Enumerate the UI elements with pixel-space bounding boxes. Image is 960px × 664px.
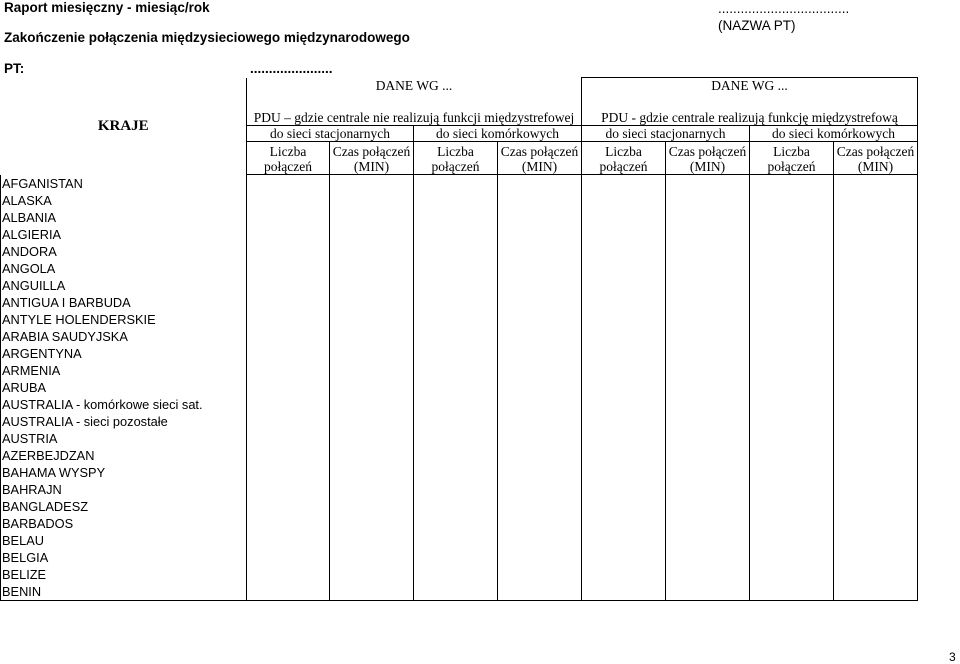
data-cell[interactable] (498, 260, 582, 277)
country-name: ARMENIA (1, 362, 247, 379)
data-cell[interactable] (750, 277, 834, 294)
data-cell[interactable] (247, 532, 330, 549)
data-cell[interactable] (582, 396, 666, 413)
data-cell[interactable] (582, 498, 666, 515)
data-cell[interactable] (414, 447, 498, 464)
data-cell[interactable] (834, 260, 918, 277)
table-row (1, 464, 918, 481)
data-cell[interactable] (330, 379, 414, 396)
data-cell[interactable] (414, 515, 498, 532)
data-cell[interactable] (414, 498, 498, 515)
data-cell[interactable] (498, 430, 582, 447)
data-cell[interactable] (330, 209, 414, 226)
data-cell[interactable] (414, 362, 498, 379)
data-cell[interactable] (834, 549, 918, 566)
report-table (0, 77, 918, 601)
data-cell[interactable] (666, 209, 750, 226)
data-cell[interactable] (498, 515, 582, 532)
data-cell[interactable] (330, 277, 414, 294)
table-row (1, 430, 918, 447)
data-cell[interactable] (666, 226, 750, 243)
pt-name-label: (NAZWA PT) (718, 18, 796, 33)
data-cell[interactable] (498, 498, 582, 515)
data-cell[interactable] (582, 447, 666, 464)
group1-title: DANE WG ... (247, 78, 582, 94)
data-cell[interactable] (750, 532, 834, 549)
data-cell[interactable] (834, 430, 918, 447)
data-cell[interactable] (414, 566, 498, 583)
data-cell[interactable] (750, 362, 834, 379)
data-cell[interactable] (582, 209, 666, 226)
data-cell[interactable] (750, 396, 834, 413)
data-cell[interactable] (834, 379, 918, 396)
table-row (1, 175, 918, 193)
data-cell[interactable] (834, 175, 918, 193)
data-cell[interactable] (750, 175, 834, 193)
data-cell[interactable] (414, 396, 498, 413)
data-cell[interactable] (498, 294, 582, 311)
table-row (1, 379, 918, 396)
country-name: AUSTRALIA - komórkowe sieci sat. (1, 396, 247, 413)
data-cell[interactable] (247, 379, 330, 396)
data-cell[interactable] (834, 277, 918, 294)
country-name: ARGENTYNA (1, 345, 247, 362)
data-cell[interactable] (330, 583, 414, 601)
data-cell[interactable] (666, 277, 750, 294)
country-name: BANGLADESZ (1, 498, 247, 515)
data-cell[interactable] (666, 549, 750, 566)
report-subtitle: Zakończenie połączenia międzysieciowego międzynarodowego (4, 30, 410, 45)
country-name: ARABIA SAUDYJSKA (1, 328, 247, 345)
data-cell[interactable] (666, 345, 750, 362)
table-row (1, 498, 918, 515)
data-cell[interactable] (750, 481, 834, 498)
data-cell[interactable] (666, 260, 750, 277)
data-cell[interactable] (834, 328, 918, 345)
data-cell[interactable] (247, 481, 330, 498)
net-mobile-1: do sieci komórkowych (414, 126, 582, 142)
data-cell[interactable] (330, 294, 414, 311)
data-cell[interactable] (582, 413, 666, 430)
data-cell[interactable] (666, 413, 750, 430)
data-cell[interactable] (582, 294, 666, 311)
data-cell[interactable] (750, 328, 834, 345)
data-cell[interactable] (498, 277, 582, 294)
page-number: 3 (949, 650, 956, 664)
data-cell[interactable] (666, 396, 750, 413)
table-row (1, 515, 918, 532)
net-mobile-2: do sieci komórkowych (750, 126, 918, 142)
data-cell[interactable] (750, 583, 834, 601)
data-cell[interactable] (414, 413, 498, 430)
country-name: AUSTRALIA - sieci pozostałe (1, 413, 247, 430)
data-cell[interactable] (666, 379, 750, 396)
pt-name-block (718, 0, 849, 34)
data-cell[interactable] (582, 549, 666, 566)
data-cell[interactable] (498, 464, 582, 481)
data-cell[interactable] (750, 243, 834, 260)
data-cell[interactable] (414, 277, 498, 294)
data-cell[interactable] (834, 192, 918, 209)
data-cell[interactable] (666, 175, 750, 193)
data-cell[interactable] (414, 294, 498, 311)
data-cell[interactable] (834, 498, 918, 515)
country-name: AFGANISTAN (1, 175, 247, 193)
data-cell[interactable] (582, 583, 666, 601)
data-cell[interactable] (834, 311, 918, 328)
data-cell[interactable] (834, 532, 918, 549)
data-cell[interactable] (498, 379, 582, 396)
data-cell[interactable] (498, 447, 582, 464)
country-name: ALGIERIA (1, 226, 247, 243)
data-cell[interactable] (330, 260, 414, 277)
table-row (1, 566, 918, 583)
data-cell[interactable] (582, 430, 666, 447)
data-cell[interactable] (414, 243, 498, 260)
data-cell[interactable] (582, 566, 666, 583)
table-row (1, 328, 918, 345)
table-row (1, 345, 918, 362)
data-cell[interactable] (582, 464, 666, 481)
data-cell[interactable] (414, 549, 498, 566)
report-title: Raport miesięczny - miesiąc/rok (4, 0, 210, 15)
table-row (1, 362, 918, 379)
country-name: BELAU (1, 532, 247, 549)
country-name: ALBANIA (1, 209, 247, 226)
report-header (4, 0, 410, 60)
country-name: ARUBA (1, 379, 247, 396)
data-cell[interactable] (247, 515, 330, 532)
table-row (1, 260, 918, 277)
data-cell[interactable] (330, 515, 414, 532)
col-header-count: Liczba połączeń (414, 142, 498, 175)
data-cell[interactable] (834, 226, 918, 243)
data-cell[interactable] (666, 583, 750, 601)
data-cell[interactable] (834, 515, 918, 532)
data-cell[interactable] (834, 209, 918, 226)
data-cell[interactable] (834, 362, 918, 379)
table-row (1, 549, 918, 566)
data-cell[interactable] (666, 447, 750, 464)
data-cell[interactable] (750, 515, 834, 532)
data-cell[interactable] (330, 532, 414, 549)
data-cell[interactable] (582, 243, 666, 260)
data-cell[interactable] (414, 379, 498, 396)
data-cell[interactable] (582, 260, 666, 277)
col-header-time: Czas połączeń (MIN) (666, 142, 750, 175)
data-cell[interactable] (834, 566, 918, 583)
table-row (1, 481, 918, 498)
data-cell[interactable] (834, 396, 918, 413)
data-cell[interactable] (247, 209, 330, 226)
data-cell[interactable] (582, 311, 666, 328)
data-cell[interactable] (247, 362, 330, 379)
data-cell[interactable] (247, 413, 330, 430)
data-cell[interactable] (582, 362, 666, 379)
table-row (1, 532, 918, 549)
group1-subtitle: PDU – gdzie centrale nie realizują funkcji międzystrefowej (247, 93, 582, 126)
table-row (1, 226, 918, 243)
data-cell[interactable] (247, 566, 330, 583)
country-name: BELIZE (1, 566, 247, 583)
data-cell[interactable] (582, 532, 666, 549)
data-cell[interactable] (666, 464, 750, 481)
data-cell[interactable] (498, 583, 582, 601)
data-cell[interactable] (498, 566, 582, 583)
table-row (1, 192, 918, 209)
data-cell[interactable] (666, 294, 750, 311)
data-cell[interactable] (498, 345, 582, 362)
country-name: ANGOLA (1, 260, 247, 277)
col-header-count: Liczba połączeń (750, 142, 834, 175)
data-cell[interactable] (247, 328, 330, 345)
data-cell[interactable] (498, 532, 582, 549)
data-cell[interactable] (330, 328, 414, 345)
data-cell[interactable] (666, 566, 750, 583)
data-cell[interactable] (498, 243, 582, 260)
data-cell[interactable] (414, 430, 498, 447)
data-cell[interactable] (834, 294, 918, 311)
data-cell[interactable] (750, 379, 834, 396)
data-cell[interactable] (330, 226, 414, 243)
data-cell[interactable] (750, 294, 834, 311)
data-cell[interactable] (330, 362, 414, 379)
table-row (1, 243, 918, 260)
country-name: ANTIGUA I BARBUDA (1, 294, 247, 311)
net-fixed-2: do sieci stacjonarnych (582, 126, 750, 142)
data-cell[interactable] (414, 464, 498, 481)
data-cell[interactable] (582, 226, 666, 243)
data-cell[interactable] (414, 532, 498, 549)
data-cell[interactable] (414, 583, 498, 601)
group2-subtitle: PDU - gdzie centrale realizują funkcję międzystrefową (582, 93, 918, 126)
data-cell[interactable] (247, 396, 330, 413)
data-cell[interactable] (750, 209, 834, 226)
data-cell[interactable] (750, 464, 834, 481)
country-name: BELGIA (1, 549, 247, 566)
pt-label: PT: (4, 61, 25, 76)
data-cell[interactable] (834, 413, 918, 430)
table-row (1, 311, 918, 328)
data-cell[interactable] (582, 345, 666, 362)
data-cell[interactable] (666, 481, 750, 498)
data-cell[interactable] (582, 328, 666, 345)
col-header-count: Liczba połączeń (582, 142, 666, 175)
pt-name-dots: ................................... (718, 1, 850, 16)
data-cell[interactable] (498, 209, 582, 226)
data-cell[interactable] (834, 447, 918, 464)
net-fixed-1: do sieci stacjonarnych (247, 126, 414, 142)
data-cell[interactable] (666, 362, 750, 379)
data-cell[interactable] (247, 226, 330, 243)
data-cell[interactable] (582, 277, 666, 294)
data-cell[interactable] (750, 430, 834, 447)
data-cell[interactable] (414, 192, 498, 209)
col-header-time: Czas połączeń (MIN) (834, 142, 918, 175)
data-cell[interactable] (330, 413, 414, 430)
country-name: ANTYLE HOLENDERSKIE (1, 311, 247, 328)
data-cell[interactable] (750, 260, 834, 277)
country-name: BAHRAJN (1, 481, 247, 498)
data-cell[interactable] (498, 328, 582, 345)
data-cell[interactable] (834, 583, 918, 601)
data-cell[interactable] (414, 345, 498, 362)
data-cell[interactable] (834, 481, 918, 498)
data-cell[interactable] (247, 311, 330, 328)
data-cell[interactable] (414, 311, 498, 328)
data-cell[interactable] (330, 396, 414, 413)
data-cell[interactable] (666, 243, 750, 260)
group2-title: DANE WG ... (582, 78, 918, 94)
data-cell[interactable] (247, 192, 330, 209)
data-cell[interactable] (330, 345, 414, 362)
data-cell[interactable] (247, 430, 330, 447)
data-cell[interactable] (750, 498, 834, 515)
data-cell[interactable] (414, 481, 498, 498)
data-cell[interactable] (247, 498, 330, 515)
data-cell[interactable] (750, 345, 834, 362)
data-cell[interactable] (414, 260, 498, 277)
data-cell[interactable] (750, 311, 834, 328)
table-row (1, 413, 918, 430)
data-cell[interactable] (498, 311, 582, 328)
data-cell[interactable] (414, 226, 498, 243)
data-cell[interactable] (582, 379, 666, 396)
data-cell[interactable] (247, 277, 330, 294)
data-cell[interactable] (750, 549, 834, 566)
data-cell[interactable] (330, 175, 414, 193)
data-cell[interactable] (498, 481, 582, 498)
data-cell[interactable] (330, 243, 414, 260)
data-cell[interactable] (247, 260, 330, 277)
data-cell[interactable] (414, 175, 498, 193)
data-cell[interactable] (498, 549, 582, 566)
data-cell[interactable] (666, 328, 750, 345)
data-cell[interactable] (330, 566, 414, 583)
data-cell[interactable] (330, 464, 414, 481)
data-cell[interactable] (834, 464, 918, 481)
data-cell[interactable] (330, 549, 414, 566)
data-cell[interactable] (750, 413, 834, 430)
data-cell[interactable] (247, 447, 330, 464)
country-name: ANDORA (1, 243, 247, 260)
table-row (1, 209, 918, 226)
data-cell[interactable] (750, 192, 834, 209)
data-cell[interactable] (834, 345, 918, 362)
data-cell[interactable] (582, 481, 666, 498)
data-cell[interactable] (498, 362, 582, 379)
table-row (1, 447, 918, 464)
data-cell[interactable] (247, 345, 330, 362)
country-name: BENIN (1, 583, 247, 601)
data-cell[interactable] (330, 311, 414, 328)
table-row (1, 277, 918, 294)
data-cell[interactable] (750, 226, 834, 243)
country-name: AZERBEJDZAN (1, 447, 247, 464)
data-cell[interactable] (498, 192, 582, 209)
data-cell[interactable] (247, 583, 330, 601)
data-cell[interactable] (666, 532, 750, 549)
col-header-count: Liczba połączeń (247, 142, 330, 175)
data-cell[interactable] (666, 515, 750, 532)
country-name: ANGUILLA (1, 277, 247, 294)
data-cell[interactable] (330, 430, 414, 447)
data-cell[interactable] (330, 481, 414, 498)
data-cell[interactable] (330, 498, 414, 515)
country-name: AUSTRIA (1, 430, 247, 447)
col-header-time: Czas połączeń (MIN) (330, 142, 414, 175)
country-name: BARBADOS (1, 515, 247, 532)
data-cell[interactable] (247, 549, 330, 566)
col-header-time: Czas połączeń (MIN) (498, 142, 582, 175)
data-cell[interactable] (666, 430, 750, 447)
data-cell[interactable] (582, 175, 666, 193)
data-cell[interactable] (666, 311, 750, 328)
data-cell[interactable] (498, 175, 582, 193)
data-cell[interactable] (750, 566, 834, 583)
data-cell[interactable] (834, 243, 918, 260)
kraje-header: KRAJE (1, 78, 247, 175)
data-cell[interactable] (414, 209, 498, 226)
pt-dots: ...................... (250, 61, 333, 76)
data-cell[interactable] (247, 243, 330, 260)
table-row (1, 294, 918, 311)
data-cell[interactable] (247, 175, 330, 193)
data-cell[interactable] (666, 498, 750, 515)
data-cell[interactable] (498, 226, 582, 243)
country-name: BAHAMA WYSPY (1, 464, 247, 481)
data-cell[interactable] (582, 192, 666, 209)
table-row (1, 396, 918, 413)
data-cell[interactable] (498, 396, 582, 413)
data-cell[interactable] (582, 515, 666, 532)
data-cell[interactable] (330, 447, 414, 464)
data-cell[interactable] (498, 413, 582, 430)
data-cell[interactable] (666, 192, 750, 209)
country-name: ALASKA (1, 192, 247, 209)
data-cell[interactable] (414, 328, 498, 345)
data-cell[interactable] (247, 294, 330, 311)
data-cell[interactable] (247, 464, 330, 481)
data-cell[interactable] (750, 447, 834, 464)
table-row (1, 583, 918, 601)
data-cell[interactable] (330, 192, 414, 209)
